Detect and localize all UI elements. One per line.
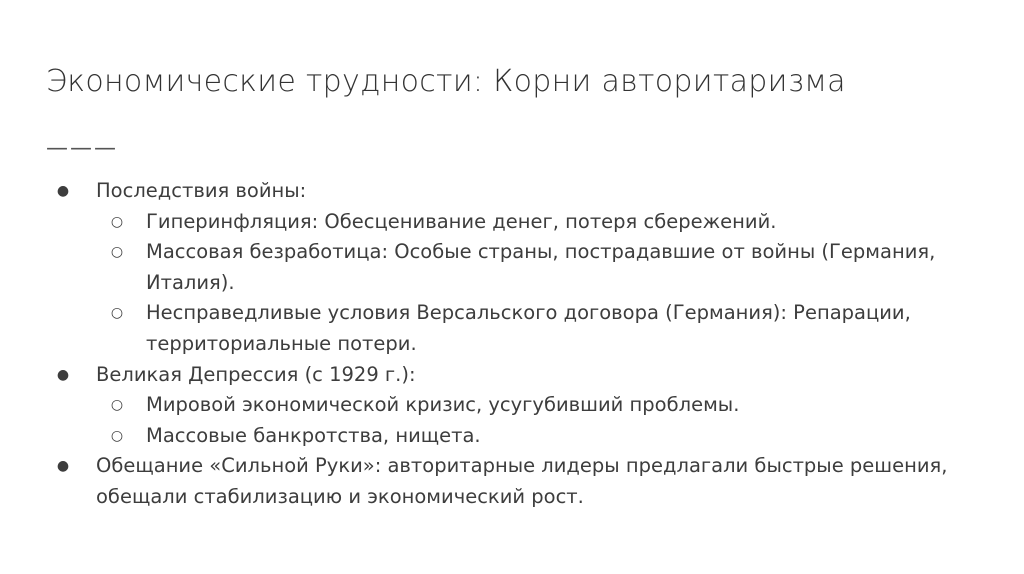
bullet-list — [56, 176, 976, 513]
sub-list-item — [96, 390, 976, 421]
sub-list-item — [96, 421, 976, 452]
hollow-bullet-icon: ○ — [110, 397, 124, 414]
list-item-text: Великая Депрессия (с 1929 г.): — [96, 362, 416, 386]
hollow-bullet-icon: ○ — [110, 244, 124, 261]
sub-bullet-list — [96, 207, 976, 360]
bullet-icon: ● — [56, 366, 70, 383]
sub-list-item-text: Несправедливые условия Версальского договора (Германия): Репарации, территориальные потери. — [146, 301, 911, 355]
hollow-bullet-icon: ○ — [110, 305, 124, 322]
sub-list-item — [96, 298, 976, 359]
sub-list-item — [96, 237, 976, 298]
list-item-text: Последствия войны: — [96, 179, 307, 202]
sub-list-item-text: Массовые банкротства, нищета. — [146, 423, 481, 447]
sub-list-item-text: Мировой экономической кризис, усугубивший проблемы. — [146, 393, 740, 417]
sub-bullet-list — [96, 390, 976, 451]
list-item-text: Обещание «Сильной Руки»: авторитарные лидеры предлагали быстрые решения, обещали стабилизацию и экономический рост. — [96, 454, 948, 508]
title-divider: ——— — [46, 136, 118, 161]
bullet-icon: ● — [56, 458, 70, 475]
slide-content — [56, 176, 976, 513]
sub-list-item-text: Массовая безработица: Особые страны, пострадавшие от войны (Германия, Италия). — [146, 240, 936, 294]
hollow-bullet-icon: ○ — [110, 213, 124, 230]
list-item — [56, 451, 976, 512]
sub-list-item — [96, 207, 976, 238]
list-item — [56, 360, 976, 452]
list-item — [56, 176, 976, 360]
bullet-icon: ● — [56, 183, 70, 199]
sub-list-item-text: Гиперинфляция: Обесценивание денег, потеря сбережений. — [146, 209, 777, 233]
hollow-bullet-icon: ○ — [110, 427, 124, 444]
slide-title: Экономические трудности: Корни авторитаризма — [46, 64, 846, 99]
